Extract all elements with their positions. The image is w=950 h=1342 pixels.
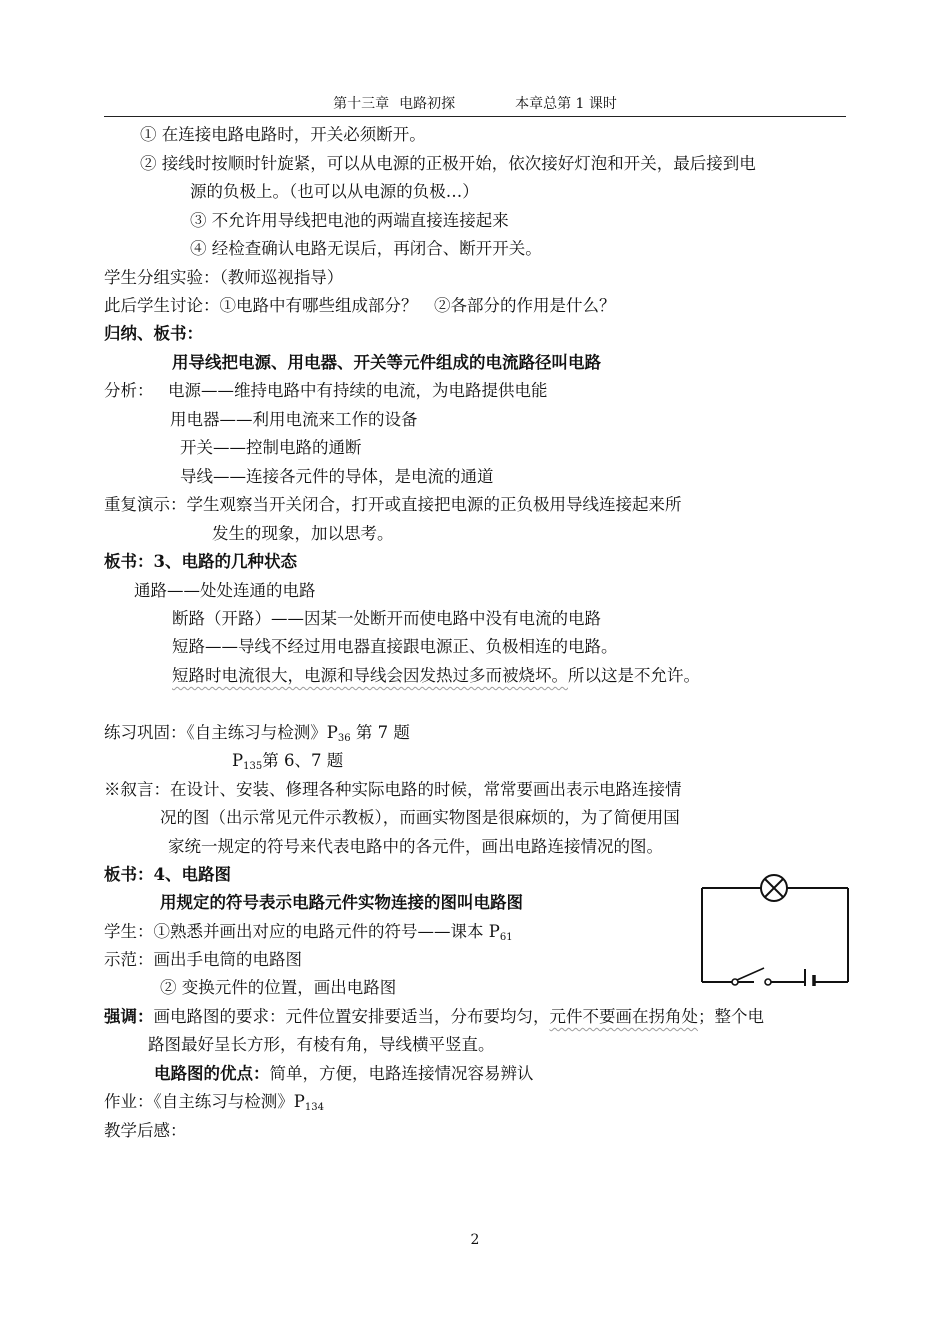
- discussion: 此后学生讨论：①电路中有哪些组成部分？ ②各部分的作用是什么？: [104, 296, 616, 315]
- step-3: ③ 不允许用导线把电池的两端直接连接起来: [190, 211, 509, 230]
- student-task-page: 61: [499, 932, 513, 943]
- practice-line-2: [232, 750, 343, 772]
- emphasis-text-underlined: 元件不要画在拐角处: [549, 1007, 698, 1026]
- emphasis-line-1: [104, 1006, 764, 1028]
- circuit-definition: 用导线把电源、用电器、开关等元件组成的电流路径叫电路: [172, 353, 601, 372]
- reflection: 教学后感：: [104, 1121, 187, 1140]
- emphasis-text-b: ；整个电: [698, 1007, 764, 1026]
- page-header: [104, 94, 846, 117]
- step-4: ④ 经检查确认电路无误后，再闭合、断开开关。: [190, 239, 542, 258]
- header-topic: 电路初探: [399, 96, 456, 112]
- advantages-label: 电路图的优点：: [154, 1064, 270, 1083]
- narrative-line-3: 家统一规定的符号来代表电路中的各元件，画出电路连接情况的图。: [168, 837, 663, 856]
- analysis-appliance: 用电器——利用电流来工作的设备: [170, 410, 418, 429]
- homework-page: 134: [304, 1102, 324, 1113]
- header-chapter: 第十三章: [333, 96, 390, 112]
- step-1: ① 在连接电路电路时，开关必须断开。: [140, 125, 426, 144]
- student-task: [104, 921, 513, 943]
- swap-components: ② 变换元件的位置，画出电路图: [160, 978, 397, 997]
- practice-question: 第 7 题: [355, 723, 410, 742]
- short-warning-underlined: 短路时电流很大，电源和导线会因发热过多而被烧坏。: [172, 666, 568, 685]
- practice-text: 练习巩固：《自主练习与检测》P: [104, 723, 338, 742]
- homework-text: 作业：《自主练习与检测》P: [104, 1092, 305, 1111]
- states-heading: 板书：3、电路的几种状态: [104, 552, 297, 571]
- homework: [104, 1091, 324, 1113]
- practice-page-135: 135: [243, 761, 263, 772]
- analysis-switch: 开关——控制电路的通断: [180, 438, 362, 457]
- battery-icon: [805, 969, 814, 986]
- emphasis-label: 强调：: [104, 1007, 154, 1026]
- header-lesson: 本章总第 1 课时: [515, 96, 617, 112]
- advantages: [154, 1063, 534, 1085]
- page-number: 2: [470, 1232, 480, 1248]
- analysis-wire: 导线——连接各元件的导体，是电流的通道: [180, 467, 494, 486]
- emphasis-text-a: 画电路图的要求：元件位置安排要适当，分布要均匀，: [153, 1007, 550, 1026]
- demo-flashlight: 示范：画出手电筒的电路图: [104, 950, 302, 969]
- advantages-text: 简单，方便，电路连接情况容易辨认: [269, 1064, 534, 1083]
- summary-heading: 归纳、板书：: [104, 324, 203, 343]
- analysis-power: 电源——维持电路中有持续的电流，为电路提供电能: [168, 381, 548, 400]
- lamp-icon: [761, 875, 787, 901]
- step-2-cont: 源的负极上。（也可以从电源的负极…）: [190, 182, 479, 201]
- emphasis-line-2: 路图最好呈长方形，有棱有角，导线横平竖直。: [148, 1035, 495, 1054]
- diagram-definition: 用规定的符号表示电路元件实物连接的图叫电路图: [160, 893, 523, 912]
- practice-p-label: P: [232, 751, 244, 770]
- state-open: 断路（开路）——因某一处断开而使电路中没有电流的电路: [172, 609, 601, 628]
- practice-line-1: [104, 722, 410, 744]
- practice-questions-2: 第 6、7 题: [262, 751, 344, 770]
- short-warning: [172, 665, 700, 687]
- analysis-lead: 分析：: [104, 381, 154, 400]
- flashlight-circuit-diagram: [698, 868, 852, 986]
- state-short: 短路——导线不经过用电器直接跟电源正、负极相连的电路。: [172, 637, 618, 656]
- group-experiment: 学生分组实验：（教师巡视指导）: [104, 268, 344, 287]
- narrative-line-1: ※叙言：在设计、安装、修理各种实际电路的时候，常常要画出表示电路连接情: [104, 780, 682, 799]
- short-warning-end: 所以这是不允许。: [568, 666, 700, 685]
- step-2: ② 接线时按顺时针旋紧，可以从电源的正极开始，依次接好灯泡和开关，最后接到电: [140, 154, 756, 173]
- demo-line-2: 发生的现象，加以思考。: [212, 524, 394, 543]
- practice-page-36: 36: [337, 733, 351, 744]
- diagram-heading: 板书：4、电路图: [104, 865, 231, 884]
- narrative-line-2: 况的图（出示常见元件示教板），而画实物图是很麻烦的，为了简便用国: [160, 808, 680, 827]
- state-closed: 通路——处处连通的电路: [134, 581, 316, 600]
- student-task-text: 学生：①熟悉并画出对应的电路元件的符号——课本 P: [104, 922, 500, 941]
- demo-line-1: 重复演示：学生观察当开关闭合，打开或直接把电源的正负极用导线连接起来所: [104, 495, 682, 514]
